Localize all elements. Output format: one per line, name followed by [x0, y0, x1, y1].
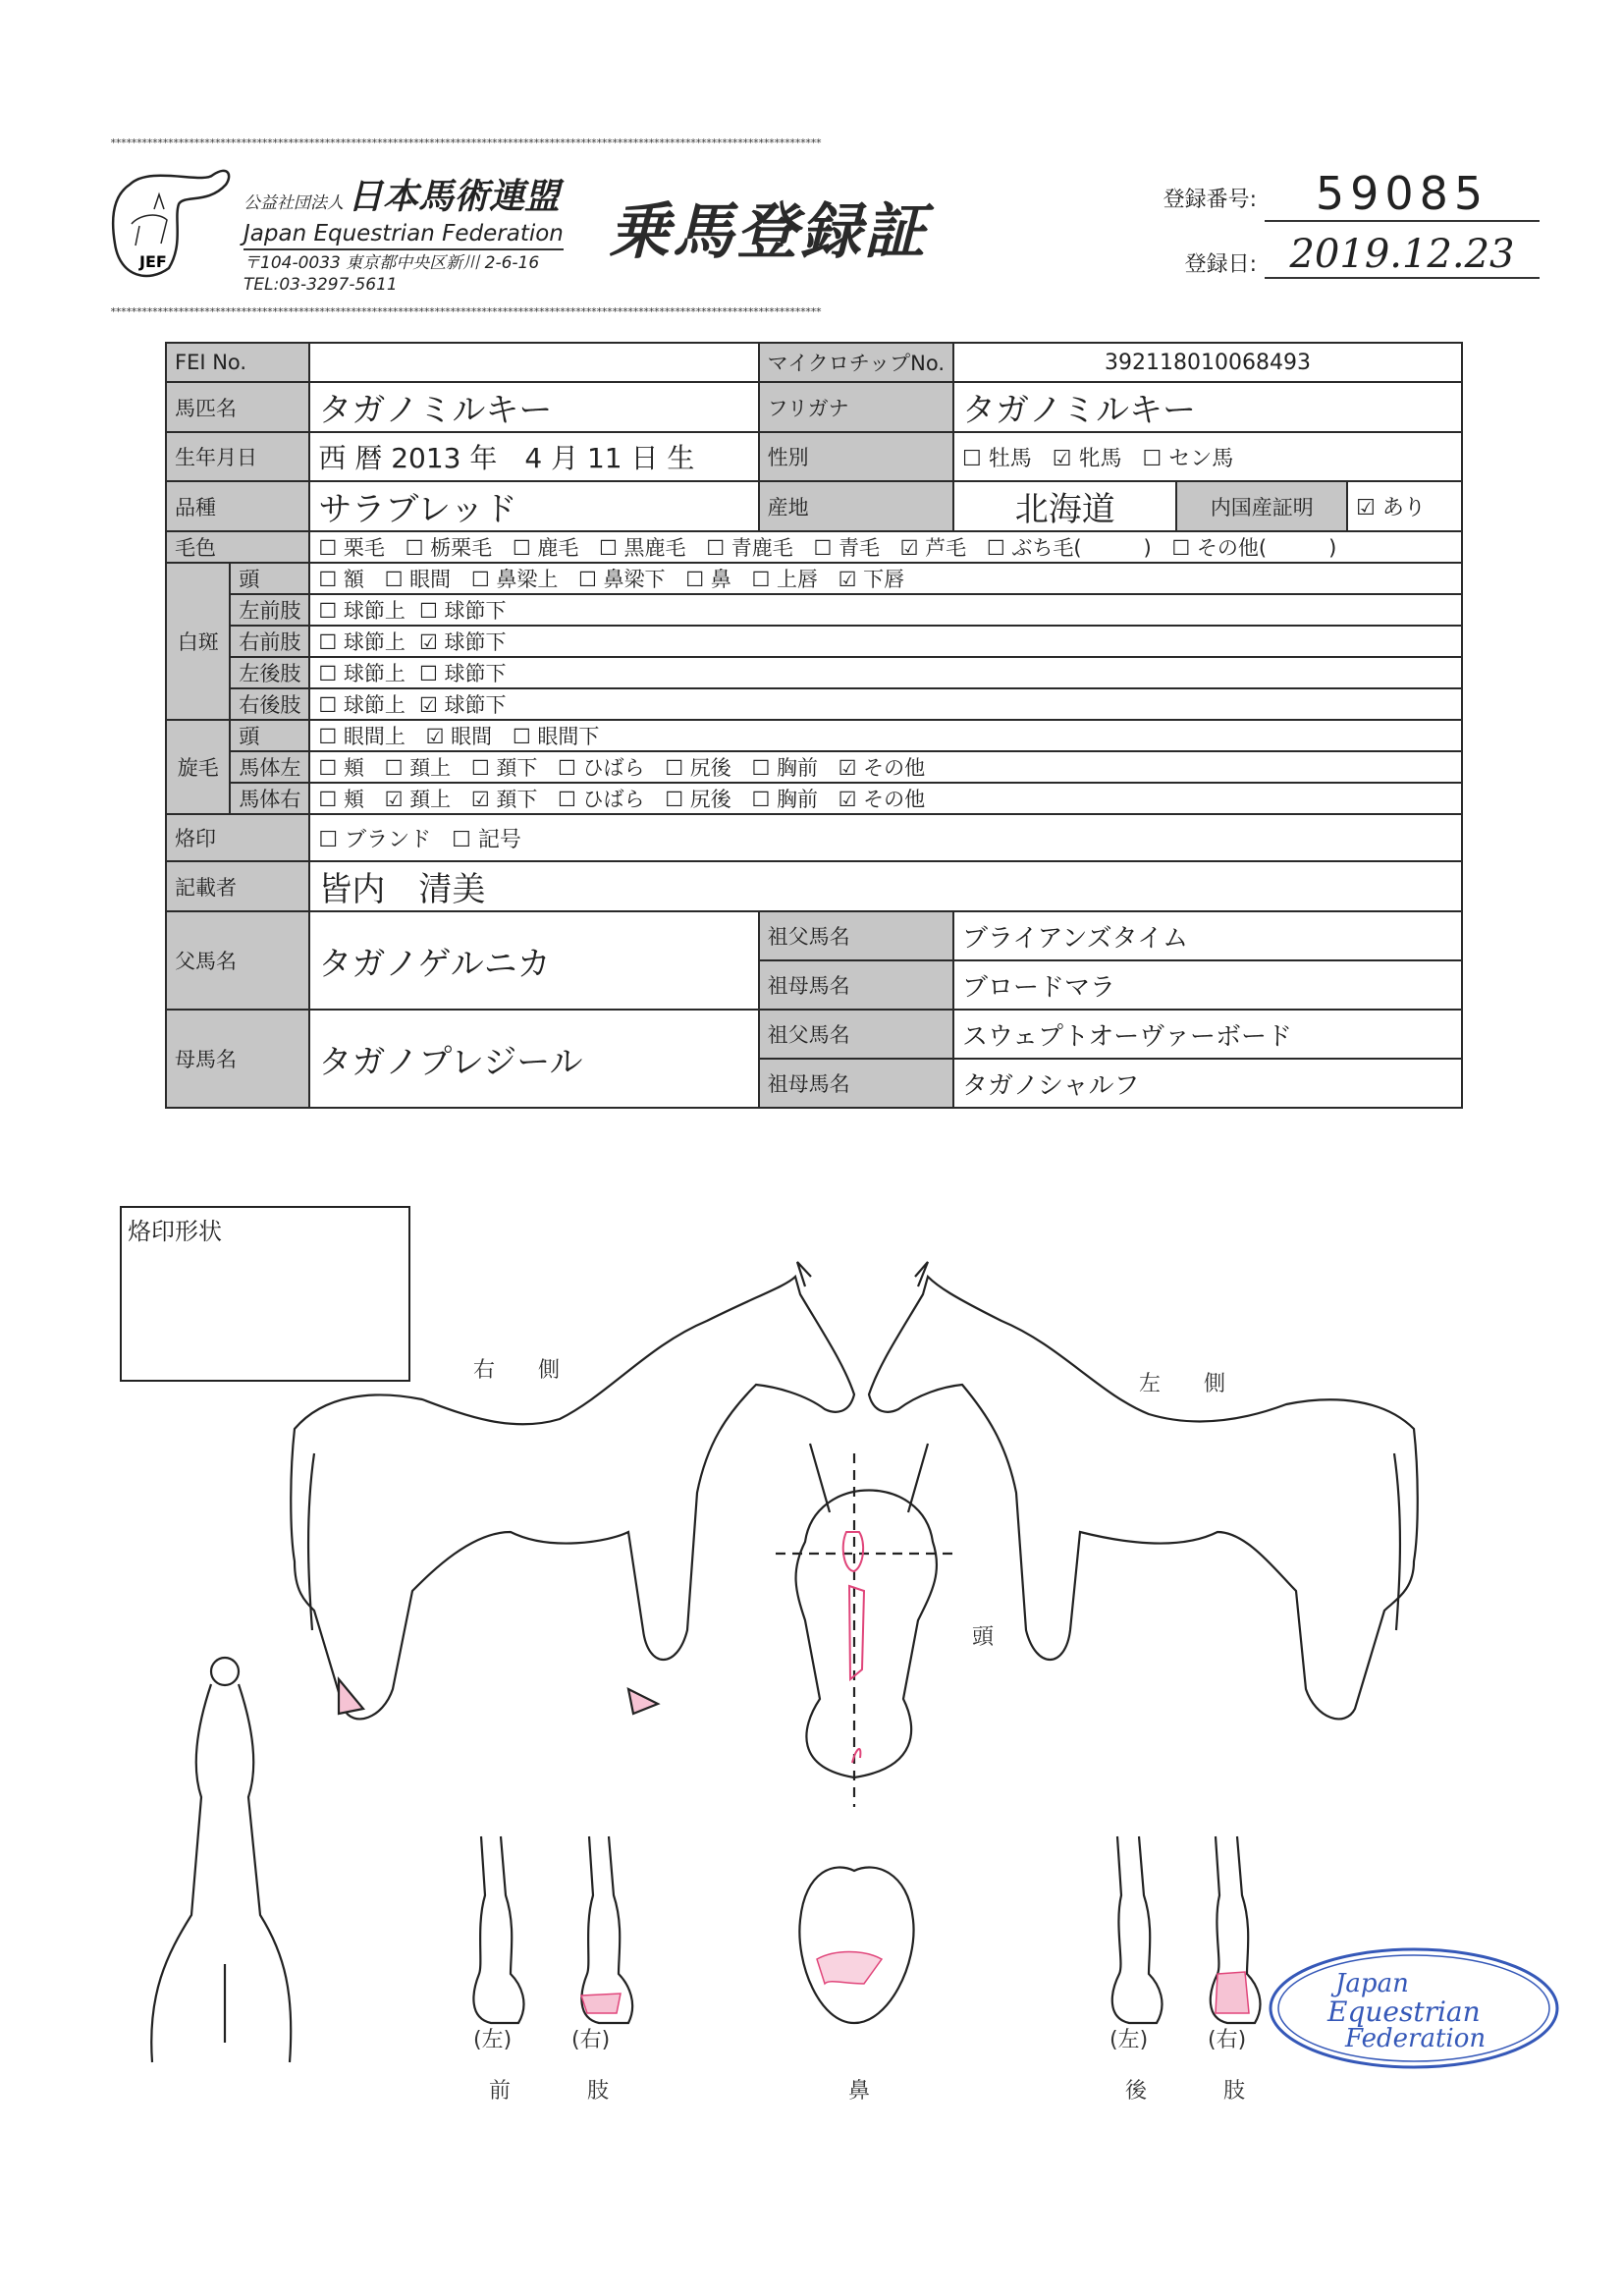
- rf-below-fetlock[interactable]: ☑ 球節下: [418, 630, 507, 654]
- brand-label: 烙印: [166, 814, 309, 861]
- hind-legs-icon: [1112, 1836, 1261, 2023]
- wl-flank[interactable]: ☐ ひばら: [558, 756, 645, 780]
- whorls-label: 旋毛: [166, 720, 230, 814]
- wr-other[interactable]: ☑ その他: [838, 788, 926, 811]
- white-forehead[interactable]: ☐ 額: [318, 568, 364, 591]
- white-upper-lip[interactable]: ☐ 上唇: [751, 568, 818, 591]
- wr-upper-neck[interactable]: ☑ 頚上: [384, 788, 452, 811]
- svg-text:Federation: Federation: [1345, 2024, 1487, 2053]
- hind-label-2: 肢: [1223, 2079, 1246, 2104]
- wl-other[interactable]: ☑ その他: [838, 756, 926, 780]
- writer-value: 皆内 清美: [309, 861, 1462, 911]
- org-address: 〒104-0033 東京都中央区新川 2-6-16: [243, 253, 540, 273]
- brand-option-brand[interactable]: ☐ ブランド: [318, 827, 432, 852]
- coat-dark-bay[interactable]: ☐ 黒鹿毛: [599, 536, 686, 560]
- wl-cheek[interactable]: ☐ 頬: [318, 756, 364, 780]
- white-between-eyes[interactable]: ☐ 眼間: [384, 568, 452, 591]
- coat-other[interactable]: ☐ その他( ): [1171, 536, 1337, 560]
- head-label: 頭: [972, 1625, 995, 1650]
- hind-left-label: (左): [1109, 2028, 1149, 2052]
- registration-number-value: 59085: [1265, 167, 1540, 222]
- org-tel: TEL:03-3297-5611: [243, 275, 398, 295]
- sire-label: 父馬名: [166, 911, 309, 1010]
- furigana-value: タガノミルキー: [953, 382, 1462, 432]
- nose-label: 鼻: [848, 2079, 871, 2104]
- brand-option-symbol[interactable]: ☐ 記号: [452, 827, 521, 852]
- whorl-part-body-right: 馬体右: [230, 783, 309, 814]
- white-part-right-hind: 右後肢: [230, 688, 309, 720]
- chip-label: マイクロチップNo.: [759, 343, 953, 382]
- white-nose[interactable]: ☐ 鼻: [685, 568, 731, 591]
- right-side-label: 右 側: [473, 1358, 561, 1383]
- furigana-label: フリガナ: [759, 382, 953, 432]
- svg-text:JEF: JEF: [139, 252, 167, 271]
- writer-label: 記載者: [166, 861, 309, 911]
- breed-value: サラブレッド: [309, 481, 758, 531]
- wl-lower-neck[interactable]: ☐ 頚下: [470, 756, 538, 780]
- lh-below-fetlock[interactable]: ☐ 球節下: [418, 662, 507, 685]
- white-part-left-fore: 左前肢: [230, 594, 309, 626]
- org-prefix: 公益社団法人: [243, 193, 344, 213]
- dam-grandsire-label: 祖父馬名: [759, 1010, 953, 1059]
- left-side-label: 左 側: [1139, 1372, 1226, 1396]
- dam-granddam-value: タガノシャルフ: [953, 1059, 1462, 1108]
- chip-value: 392118010068493: [953, 343, 1462, 382]
- dob-label: 生年月日: [166, 432, 309, 481]
- hind-label-1: 後: [1125, 2079, 1148, 2104]
- coat-black[interactable]: ☐ 青毛: [813, 536, 880, 560]
- sex-option-gelding[interactable]: ☐ セン馬: [1142, 446, 1234, 471]
- origin-value: 北海道: [953, 481, 1176, 531]
- wl-chest[interactable]: ☐ 胸前: [751, 756, 818, 780]
- sire-grandsire-label: 祖父馬名: [759, 911, 953, 960]
- white-part-left-hind: 左後肢: [230, 657, 309, 688]
- dam-value: タガノプレジール: [309, 1010, 758, 1108]
- coat-brown[interactable]: ☐ 青鹿毛: [706, 536, 793, 560]
- coat-pinto[interactable]: ☐ ぶち毛( ): [986, 536, 1152, 560]
- fore-legs-icon: [473, 1836, 632, 2023]
- sire-granddam-value: ブロードマラ: [953, 960, 1462, 1010]
- wr-chest[interactable]: ☐ 胸前: [751, 788, 818, 811]
- fore-label-2: 肢: [587, 2079, 610, 2104]
- registration-date-value: 2019.12.23: [1265, 232, 1540, 279]
- svg-text:Equestrian: Equestrian: [1327, 1995, 1481, 2028]
- rf-above-fetlock[interactable]: ☐ 球節上: [318, 630, 406, 654]
- white-lower-bridge[interactable]: ☐ 鼻梁下: [578, 568, 666, 591]
- fore-right-label: (右): [571, 2028, 611, 2052]
- white-markings-label: 白斑: [166, 563, 230, 720]
- star-divider-bottom: ****************************************************************************************************************************************: [110, 306, 821, 318]
- hind-right-label: (右): [1208, 2028, 1247, 2052]
- domestic-cert-label: 内国産証明: [1176, 481, 1347, 531]
- registration-number-label: 登録番号:: [1163, 188, 1257, 212]
- sex-option-stallion[interactable]: ☐ 牡馬: [962, 446, 1032, 471]
- wr-flank[interactable]: ☐ ひばら: [558, 788, 645, 811]
- coat-dark-chestnut[interactable]: ☐ 栃栗毛: [405, 536, 493, 560]
- origin-label: 産地: [759, 481, 953, 531]
- coat-chestnut[interactable]: ☐ 栗毛: [318, 536, 385, 560]
- dam-grandsire-value: スウェプトオーヴァーボード: [953, 1010, 1462, 1059]
- white-part-right-fore: 右前肢: [230, 626, 309, 657]
- wl-rump[interactable]: ☐ 尻後: [665, 756, 731, 780]
- fore-label-1: 前: [489, 2079, 512, 2104]
- horse-head-front-icon: [776, 1444, 952, 1807]
- sex-option-mare[interactable]: ☑ 牝馬: [1052, 446, 1122, 471]
- lf-below-fetlock[interactable]: ☐ 球節下: [418, 599, 507, 623]
- wr-lower-neck[interactable]: ☑ 頚下: [470, 788, 538, 811]
- white-upper-bridge[interactable]: ☐ 鼻梁上: [470, 568, 559, 591]
- whorl-below-eyes[interactable]: ☐ 眼間下: [512, 725, 600, 748]
- fore-left-label: (左): [473, 2028, 513, 2052]
- registration-date-label: 登録日:: [1184, 252, 1257, 277]
- org-name-en: Japan Equestrian Federation: [243, 221, 564, 250]
- whorl-part-body-left: 馬体左: [230, 751, 309, 783]
- horse-name-label: 馬匹名: [166, 382, 309, 432]
- whorl-between-eyes[interactable]: ☑ 眼間: [425, 725, 493, 748]
- wl-upper-neck[interactable]: ☐ 頚上: [384, 756, 452, 780]
- breed-label: 品種: [166, 481, 309, 531]
- brand-shape-label: 烙印形状: [128, 1218, 222, 1245]
- org-name-jp: 日本馬術連盟: [348, 177, 561, 217]
- rh-below-fetlock[interactable]: ☑ 球節下: [418, 693, 507, 717]
- star-divider-top: ****************************************************************************************************************************************: [110, 137, 821, 149]
- whorl-part-head: 頭: [230, 720, 309, 751]
- document-title: 乗馬登録証: [609, 195, 929, 267]
- whorl-above-eyes[interactable]: ☐ 眼間上: [318, 725, 406, 748]
- sex-label: 性別: [759, 432, 953, 481]
- horse-right-side-icon: [291, 1262, 854, 1719]
- dob-value: 西 暦 2013 年 4 月 11 日 生: [309, 432, 758, 481]
- sire-grandsire-value: ブライアンズタイム: [953, 911, 1462, 960]
- fei-label: FEI No.: [166, 343, 309, 382]
- wr-rump[interactable]: ☐ 尻後: [665, 788, 731, 811]
- horse-name-value: タガノミルキー: [309, 382, 758, 432]
- coat-grey[interactable]: ☑ 芦毛: [899, 536, 967, 560]
- coat-color-label: 毛色: [166, 531, 309, 563]
- svg-text:Japan: Japan: [1335, 1969, 1409, 1998]
- rh-above-fetlock[interactable]: ☐ 球節上: [318, 693, 406, 717]
- white-lower-lip[interactable]: ☑ 下唇: [838, 568, 905, 591]
- lf-above-fetlock[interactable]: ☐ 球節上: [318, 599, 406, 623]
- sire-value: タガノゲルニカ: [309, 911, 758, 1010]
- coat-bay[interactable]: ☐ 鹿毛: [512, 536, 579, 560]
- nose-diagram-icon: [799, 1868, 913, 2023]
- jef-official-stamp-icon: [1267, 1944, 1561, 2072]
- dam-label: 母馬名: [166, 1010, 309, 1108]
- dam-granddam-label: 祖母馬名: [759, 1059, 953, 1108]
- white-part-head: 頭: [230, 563, 309, 594]
- sire-granddam-label: 祖母馬名: [759, 960, 953, 1010]
- horse-left-side-icon: [869, 1262, 1418, 1719]
- wr-cheek[interactable]: ☐ 頬: [318, 788, 364, 811]
- domestic-cert-value[interactable]: ☑ あり: [1347, 481, 1462, 531]
- lh-above-fetlock[interactable]: ☐ 球節上: [318, 662, 406, 685]
- horse-top-view-icon: [151, 1658, 291, 2062]
